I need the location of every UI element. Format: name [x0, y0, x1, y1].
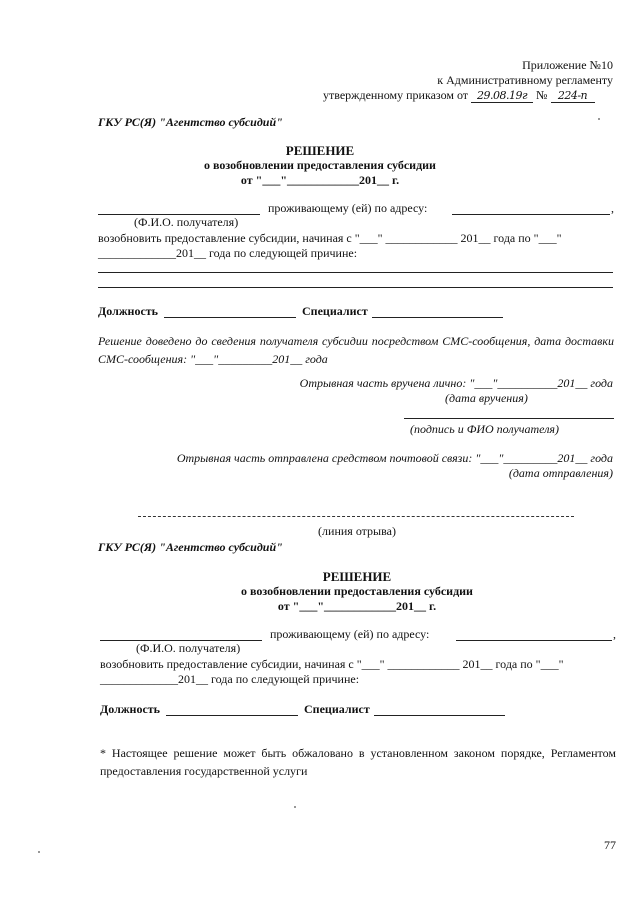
address-blank-2 — [456, 640, 612, 641]
specialist-label: Специалист — [302, 304, 368, 318]
position-text: Должность — [98, 304, 159, 318]
scan-speck — [38, 851, 40, 853]
resume-line: возобновить предоставление субсидии, начиная с "___" ____________ 201__ года по "___" — [98, 231, 562, 245]
specialist-blank — [372, 317, 503, 318]
fio-caption-2: (Ф.И.О. получателя) — [136, 641, 241, 655]
reason-line: _____________201__ года по следующей причине: — [98, 246, 358, 260]
appendix-order-number: 224-п — [551, 89, 595, 103]
scan-speck — [598, 118, 600, 120]
signature-blank — [404, 418, 614, 419]
handed-date-caption: (дата вручения) — [445, 391, 528, 405]
appendix-line-2: к Административному регламенту — [437, 73, 613, 87]
decision-title: РЕШЕНИЕ — [285, 143, 355, 158]
reason-blank-2 — [98, 287, 613, 288]
comma: , — [611, 201, 614, 215]
decision-title-2: РЕШЕНИЕ — [322, 569, 392, 584]
position-blank — [164, 317, 296, 318]
address-blank — [452, 214, 610, 215]
signature-caption: (подпись и ФИО получателя) — [410, 422, 560, 436]
appendix-order-date: 29.08.19г — [471, 89, 533, 103]
appendix-line-1: Приложение №10 — [522, 58, 613, 72]
footnote: * Настоящее решение может быть обжаловано в установленном законом порядке, Регламентом предоставления государственной услуги — [100, 746, 616, 778]
organization-name: ГКУ РС(Я) "Агентство субсидий" — [98, 115, 283, 129]
organization-name-2: ГКУ РС(Я) "Агентство субсидий" — [98, 540, 283, 554]
resume-line-2: возобновить предоставление субсидии, начиная с "___" ____________ 201__ года по "___" — [100, 657, 564, 671]
mailed-caption: (дата отправления) — [508, 466, 613, 480]
appendix-line-3 — [323, 88, 595, 103]
tear-line-caption: (линия отрыва) — [318, 524, 396, 538]
tear-line — [138, 516, 574, 517]
handed-personally: Отрывная часть вручена лично: "___"__________201__ года — [299, 376, 613, 390]
residing-label: проживающему (ей) по адресу: — [268, 201, 428, 215]
position-label — [98, 304, 158, 319]
specialist-label-2: Специалист — [304, 702, 370, 716]
position-label-2: Должность — [100, 702, 161, 716]
specialist-blank-2 — [374, 715, 505, 716]
page-number: 77 — [604, 838, 616, 852]
reason-line-2: _____________201__ года по следующей причине: — [100, 672, 360, 686]
fio-caption: (Ф.И.О. получателя) — [134, 215, 239, 229]
position-blank-2 — [166, 715, 298, 716]
reason-blank-1 — [98, 272, 613, 273]
decision-subtitle: о возобновлении предоставления субсидии — [204, 158, 436, 172]
decision-date: от "___"____________201__ г. — [240, 173, 400, 187]
sms-notice: Решение доведено до сведения получателя субсидии посредством СМС-сообщения, дата доставки СМС-сообщения: "___"_________201__ года — [98, 334, 614, 366]
decision-subtitle-2: о возобновлении предоставления субсидии — [241, 584, 473, 598]
mailed-line: Отрывная часть отправлена средством почтовой связи: "___"_________201__ года — [176, 451, 613, 465]
comma-2: , — [613, 627, 616, 641]
appendix-order-prefix: утвержденному приказом от — [323, 88, 469, 102]
scan-speck — [294, 806, 296, 808]
appendix-number-sign: № — [536, 88, 548, 102]
residing-label-2: проживающему (ей) по адресу: — [270, 627, 430, 641]
decision-date-2: от "___"____________201__ г. — [277, 599, 437, 613]
